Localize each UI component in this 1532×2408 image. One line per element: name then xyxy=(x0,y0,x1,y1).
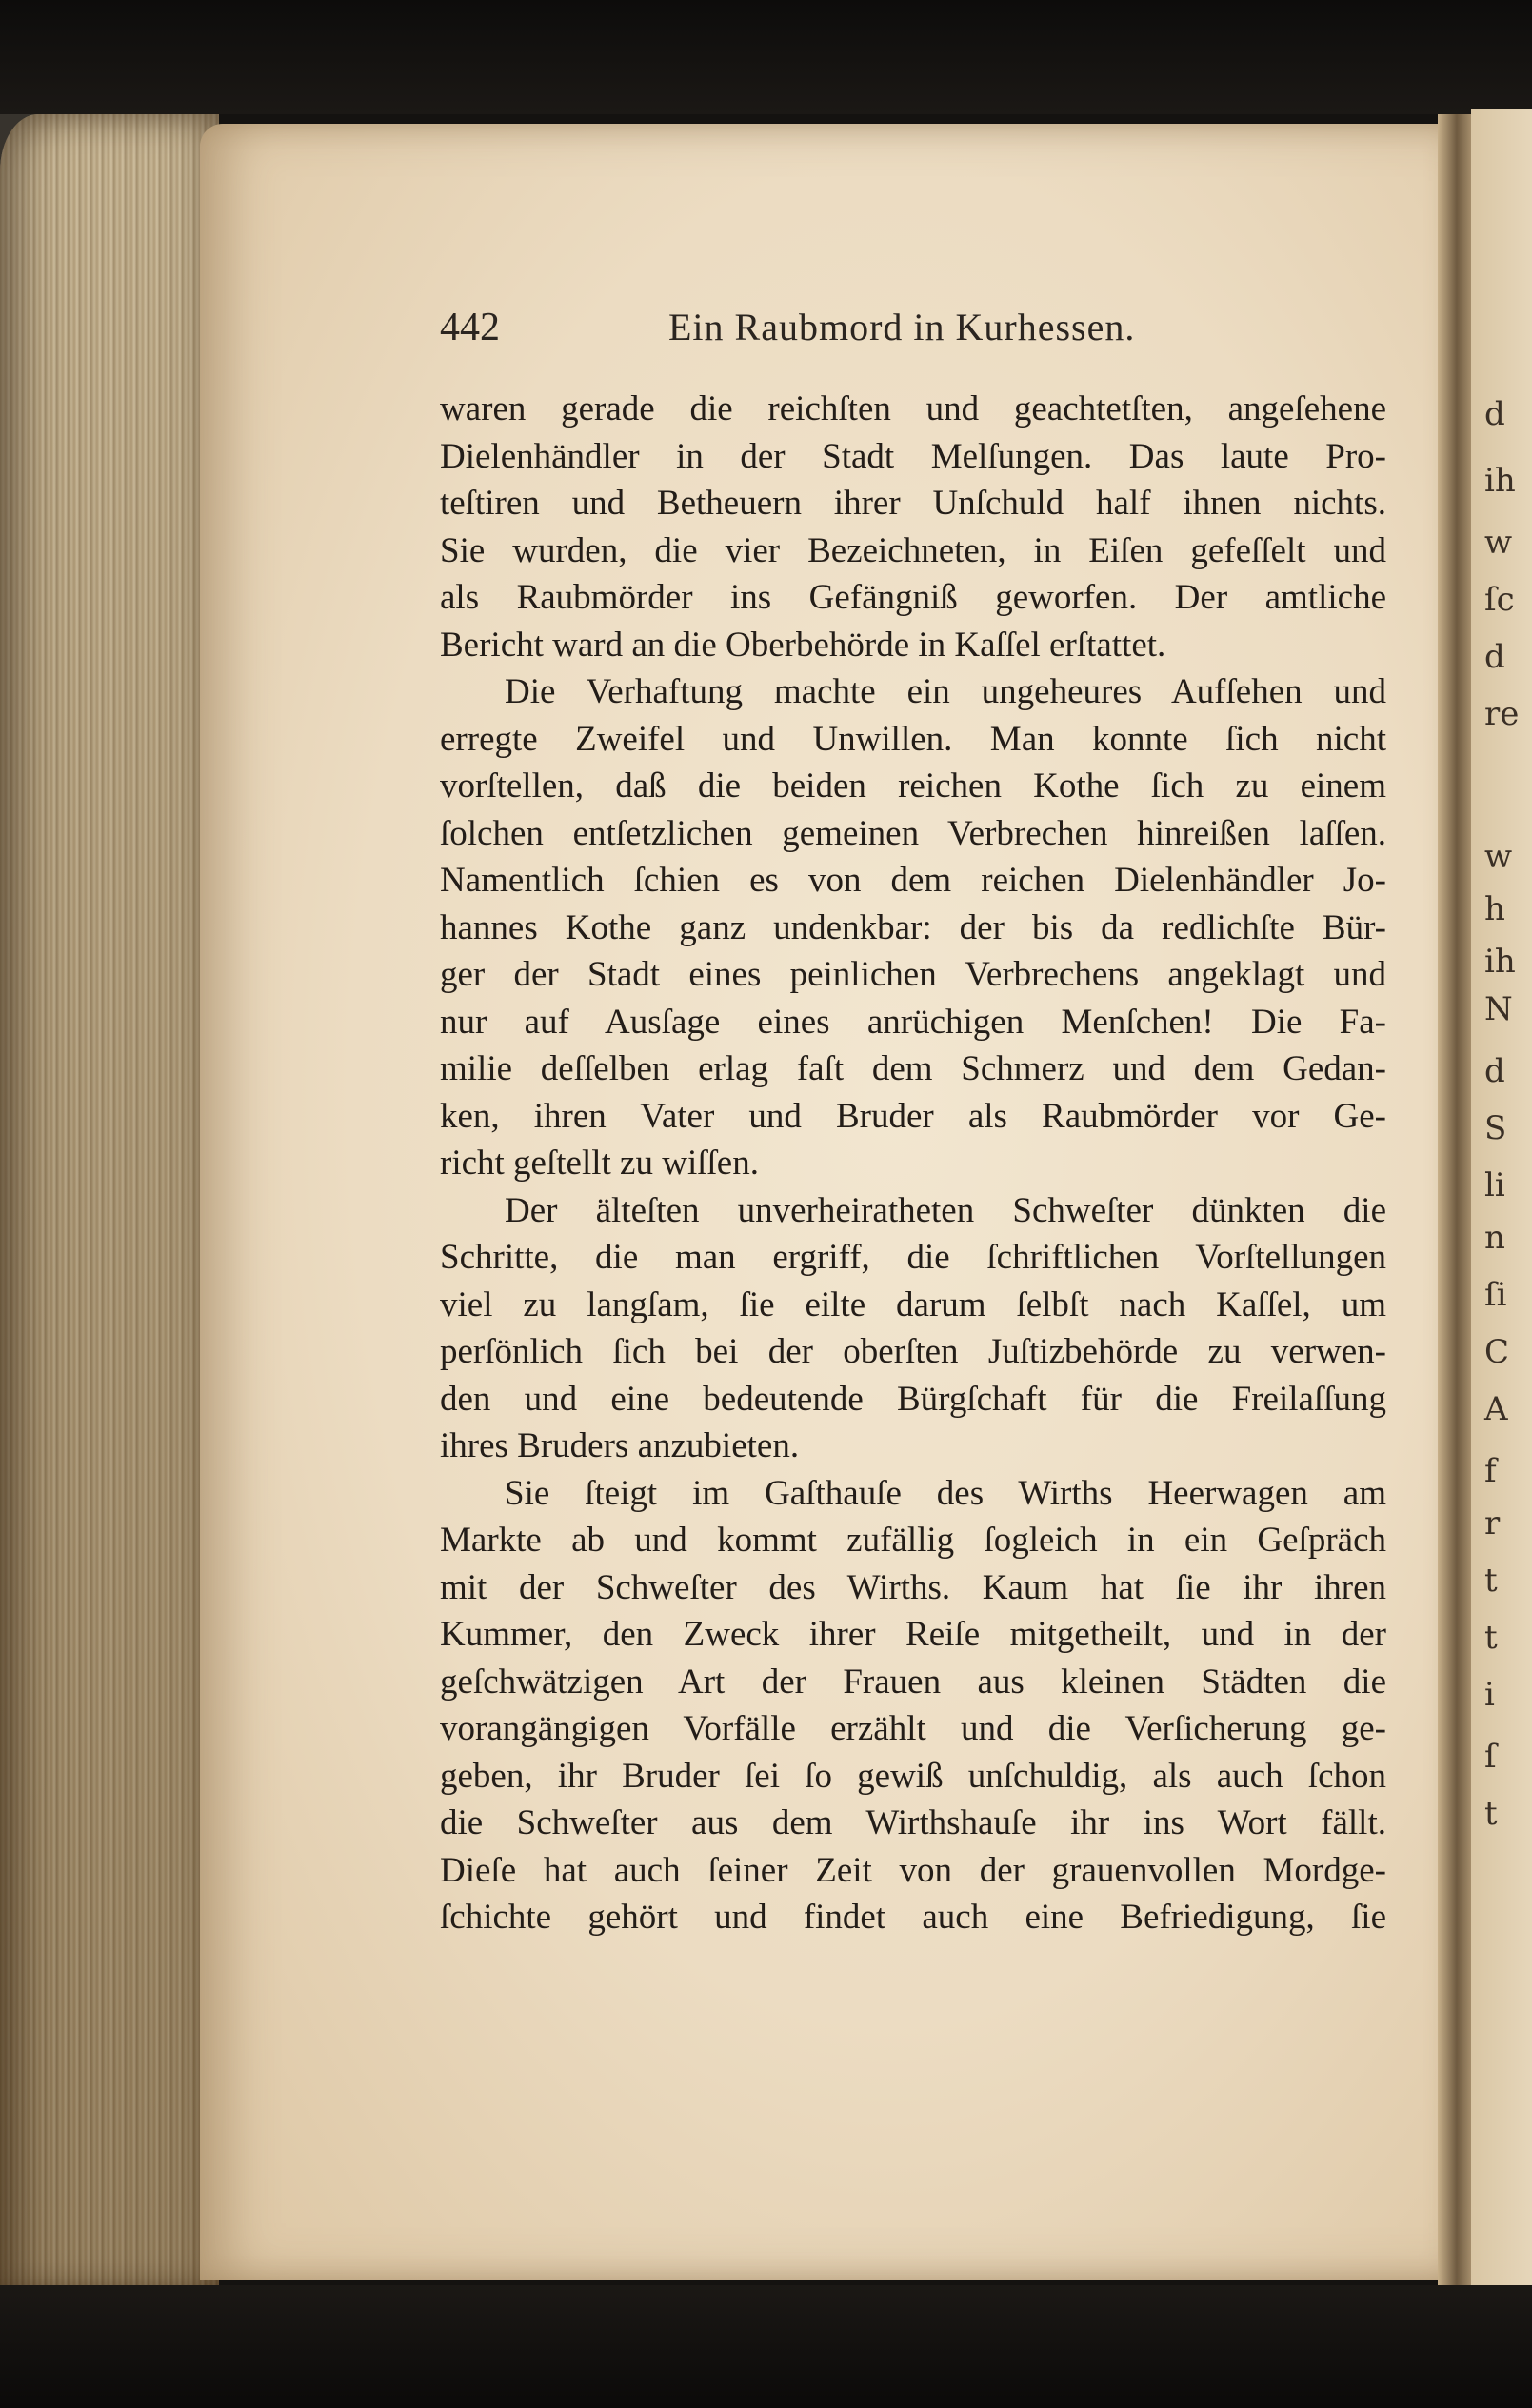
text-line: als Raubmörder ins Gefängniß geworfen. Der amtliche xyxy=(440,578,1386,617)
facing-page-fragment: w xyxy=(1484,838,1513,876)
text-line: teſtiren und Betheuern ihrer Unſchuld half ihnen nichts. xyxy=(440,484,1386,523)
running-head xyxy=(440,305,1392,362)
facing-page-fragment: d xyxy=(1484,1052,1505,1090)
text-line: ihres Bruders anzubieten. xyxy=(440,1426,800,1465)
background-top xyxy=(0,0,1532,114)
text-line: Der älteſten unverheiratheten Schweſter dünkten die xyxy=(505,1190,1386,1230)
facing-page-fragment: d xyxy=(1484,638,1505,676)
text-line: Bericht ward an die Oberbehörde in Kaſſel erſtattet. xyxy=(440,625,1166,665)
facing-page-fragment: d xyxy=(1484,395,1505,433)
facing-page-fragment: f xyxy=(1484,1452,1497,1490)
text-line: vorſtellen, daß die beiden reichen Kothe ſich zu einem xyxy=(440,766,1386,806)
text-line: richt geſtellt zu wiſſen. xyxy=(440,1144,759,1183)
body-text xyxy=(440,386,1386,1941)
facing-page-fragment: n xyxy=(1484,1219,1505,1257)
text-line: den und eine bedeutende Bürgſchaft für die Freilaſſung xyxy=(440,1379,1386,1419)
facing-page-fragment: li xyxy=(1484,1166,1505,1204)
text-line: geben, ihr Bruder ſei ſo gewiß unſchuldig, als auch ſchon xyxy=(440,1756,1386,1796)
facing-page-fragment: re xyxy=(1484,695,1520,733)
text-line: geſchwätzigen Art der Frauen aus kleinen Städten die xyxy=(440,1662,1386,1702)
facing-page-fragment: ſ xyxy=(1484,1738,1497,1776)
facing-page-fragment: ih xyxy=(1484,462,1516,500)
facing-page-fragment: N xyxy=(1484,990,1513,1028)
facing-page-fragment: t xyxy=(1484,1795,1498,1833)
text-line: viel zu langſam, ſie eilte darum ſelbſt nach Kaſſel, um xyxy=(440,1284,1386,1324)
text-line: waren gerade die reichſten und geachtetſten, angeſehene xyxy=(440,389,1386,428)
page-edges xyxy=(0,114,219,2295)
text-line: Schritte, die man ergriff, die ſchriftlichen Vorſtellungen xyxy=(440,1238,1386,1277)
text-line: vorangängigen Vorfälle erzählt und die Verſicherung ge- xyxy=(440,1709,1386,1748)
text-line: milie deſſelben erlag faſt dem Schmerz und dem Gedan- xyxy=(440,1049,1386,1088)
text-line: mit der Schweſter des Wirths. Kaum hat ſie ihr ihren xyxy=(440,1567,1386,1607)
text-line: ger der Stadt eines peinlichen Verbrechens angeklagt und xyxy=(440,955,1386,994)
text-line: Sie ſteigt im Gaſthauſe des Wirths Heerwagen am xyxy=(505,1473,1386,1513)
text-line: die Schweſter aus dem Wirthshauſe ihr ins Wort fällt. xyxy=(440,1803,1386,1842)
facing-page-fragment: ſi xyxy=(1484,1276,1507,1314)
text-line: perſönlich ſich bei der oberſten Juſtizbehörde zu verwen- xyxy=(440,1332,1386,1371)
text-line: hannes Kothe ganz undenkbar: der bis da redlichſte Bür- xyxy=(440,907,1386,947)
text-line: Markte ab und kommt zufällig ſogleich in ein Geſpräch xyxy=(440,1521,1386,1560)
running-title: Ein Raubmord in Kurhessen. xyxy=(668,306,1136,348)
text-line: erregte Zweifel und Unwillen. Man konnte ſich nicht xyxy=(440,719,1386,759)
facing-page-fragment: r xyxy=(1484,1504,1501,1542)
text-line: nur auf Ausſage eines anrüchigen Menſchen! Die Fa- xyxy=(440,1002,1386,1042)
text-line: ſchichte gehört und findet auch eine Befriedigung, ſie xyxy=(440,1898,1386,1937)
facing-page-fragment: A xyxy=(1484,1390,1508,1428)
text-line: ſolchen entſetzlichen gemeinen Verbrechen hinreißen laſſen. xyxy=(440,813,1386,853)
text-line: Sie wurden, die vier Bezeichneten, in Eiſen gefeſſelt und xyxy=(440,530,1386,570)
page-number: 442 xyxy=(440,306,500,349)
facing-page-fragment: ſc xyxy=(1484,581,1515,619)
facing-page-fragment: ih xyxy=(1484,943,1516,981)
text-line: ken, ihren Vater und Bruder als Raubmörder vor Ge- xyxy=(440,1096,1386,1136)
background-bottom xyxy=(0,2285,1532,2408)
facing-page-fragment: C xyxy=(1484,1333,1510,1371)
facing-page-fragment: t xyxy=(1484,1562,1498,1600)
text-line: Dieſe hat auch ſeiner Zeit von der grauenvollen Mordge- xyxy=(440,1850,1386,1890)
text-line: Dielenhändler in der Stadt Melſungen. Das laute Pro- xyxy=(440,436,1386,476)
facing-page-fragment: w xyxy=(1484,524,1513,562)
facing-page-fragment: h xyxy=(1484,890,1505,928)
facing-page-fragment: i xyxy=(1484,1676,1495,1714)
facing-page-fragment: t xyxy=(1484,1619,1498,1657)
facing-page-edge xyxy=(1471,109,1532,2299)
text-line: Die Verhaftung machte ein ungeheures Aufſehen und xyxy=(505,672,1386,711)
text-line: Kummer, den Zweck ihrer Reiſe mitgetheilt, und in der xyxy=(440,1615,1386,1654)
book-gutter xyxy=(1438,114,1476,2295)
text-line: Namentlich ſchien es von dem reichen Dielenhändler Jo- xyxy=(440,861,1386,900)
facing-page-fragment: S xyxy=(1484,1109,1507,1147)
